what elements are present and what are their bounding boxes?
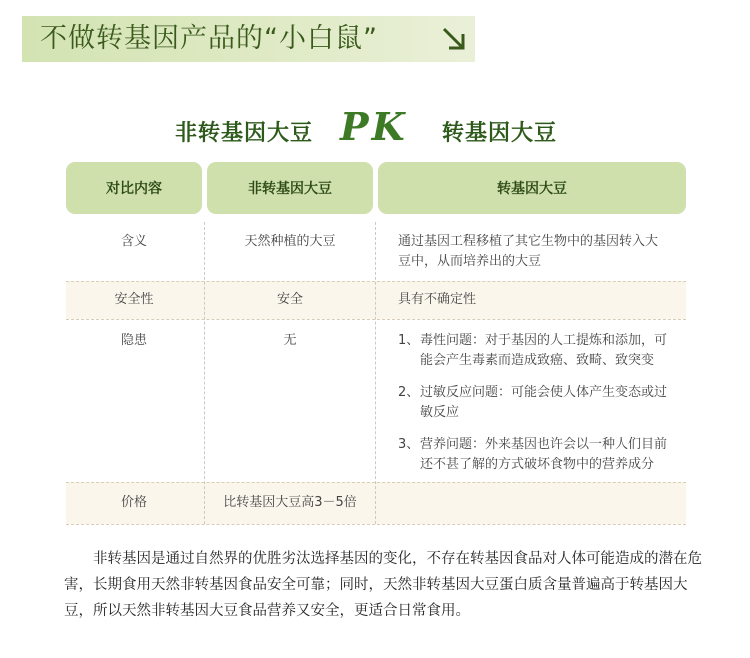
comparison-title: [0, 104, 750, 152]
row-label-risks: 隐患: [120, 333, 147, 348]
title-non-gmo: 非转基因大豆: [175, 121, 314, 146]
section-banner: [22, 16, 475, 62]
list-item: [398, 331, 668, 371]
title-gmo: 转基因大豆: [442, 121, 558, 146]
list-item: [398, 435, 668, 475]
gmo-meaning: 通过基因工程移植了其它生物中的基因转入大豆中，从而培养出的大豆: [398, 234, 659, 269]
arrow-down-right-icon: [441, 26, 467, 52]
non-gmo-risks: 无: [283, 333, 297, 348]
row-label-safety: 安全性: [114, 292, 154, 307]
gmo-safety: 具有不确定性: [398, 292, 477, 307]
list-item-number: 3、: [398, 437, 420, 452]
row-label-price: 价格: [120, 495, 147, 510]
header-compare-item: 对比内容: [66, 162, 202, 214]
non-gmo-price: 比转基因大豆高3－5倍: [223, 495, 357, 510]
header-non-gmo: 非转基因大豆: [207, 162, 373, 214]
list-item-text: 营养问题：外来基因也许会以一种人们目前还不甚了解的方式破坏食物中的营养成分: [420, 437, 668, 472]
table-row: [66, 319, 686, 482]
table-row: [66, 228, 686, 278]
gmo-risks-list: [398, 331, 668, 487]
header-gmo: 转基因大豆: [378, 162, 686, 214]
table-row: [66, 281, 686, 319]
list-item-text: 毒性问题：对于基因的人工提炼和添加，可能会产生毒素而造成致癌、致畸、致突变: [420, 333, 668, 368]
row-label-meaning: 含义: [120, 234, 147, 249]
list-item-number: 2、: [398, 385, 420, 400]
non-gmo-meaning: 天然种植的大豆: [244, 234, 336, 249]
title-pk: PK: [340, 104, 408, 149]
list-item-text: 过敏反应问题：可能会使人体产生变态或过敏反应: [420, 385, 668, 420]
row-divider: [66, 524, 686, 525]
non-gmo-safety: 安全: [276, 292, 303, 307]
summary-paragraph: 非转基因是通过自然界的优胜劣汰选择基因的变化，不存在转基因食品对人体可能造成的潜在危害，长期食用天然非转基因食品安全可靠；同时，天然非转基因大豆蛋白质含量普遍高于转基因大豆，所以天然非转基因大豆食品营养又安全，更适合日常食用。: [64, 551, 702, 619]
banner-title: 不做转基因产品的“小白鼠”: [40, 23, 378, 54]
table-row: [66, 482, 686, 524]
list-item-number: 1、: [398, 333, 420, 348]
list-item: [398, 383, 668, 423]
